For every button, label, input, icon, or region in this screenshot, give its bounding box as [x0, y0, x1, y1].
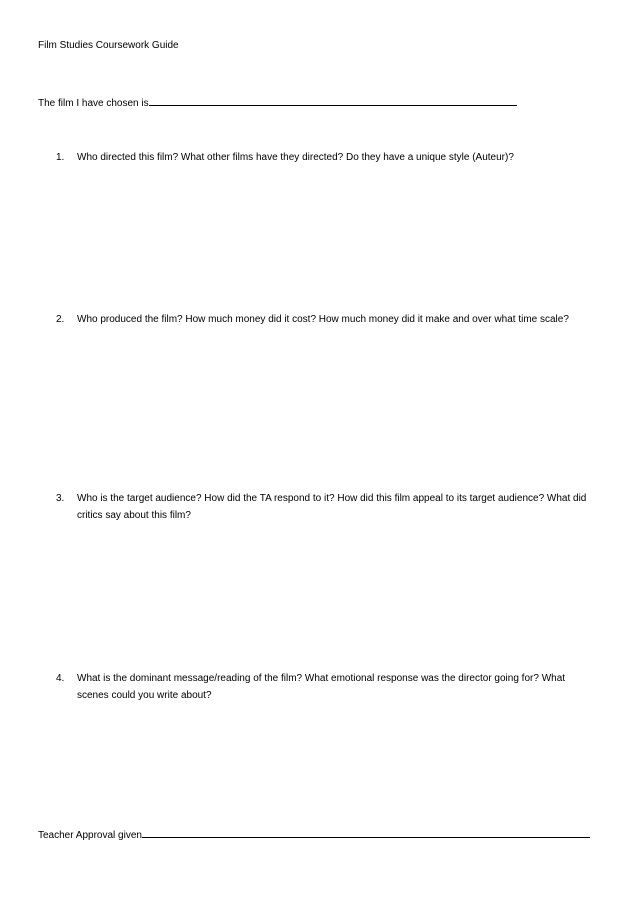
document-title: Film Studies Coursework Guide	[38, 40, 179, 51]
film-chosen-line	[38, 95, 517, 109]
teacher-approval-label: Teacher Approval given	[38, 830, 142, 841]
question-1	[56, 149, 596, 166]
question-number: 2.	[56, 314, 65, 325]
question-number: 4.	[56, 673, 65, 684]
question-3	[56, 490, 596, 524]
question-2	[56, 311, 596, 328]
teacher-approval-blank	[142, 827, 590, 838]
question-text: What is the dominant message/reading of the film? What emotional response was the director going for? What scenes could you write about?	[77, 673, 566, 701]
film-chosen-label: The film I have chosen is	[38, 98, 149, 109]
question-text: Who directed this film? What other films have they directed? Do they have a unique style (Auteur)?	[77, 152, 514, 163]
teacher-approval-line	[38, 827, 590, 841]
question-text: Who produced the film? How much money did it cost? How much money did it make and over what time scale?	[77, 314, 569, 325]
question-text: Who is the target audience? How did the TA respond to it? How did this film appeal to its target audience? What did critics say about this film?	[77, 493, 587, 521]
question-4	[56, 670, 596, 704]
question-number: 1.	[56, 152, 65, 163]
film-chosen-blank	[149, 95, 517, 106]
question-number: 3.	[56, 493, 65, 504]
